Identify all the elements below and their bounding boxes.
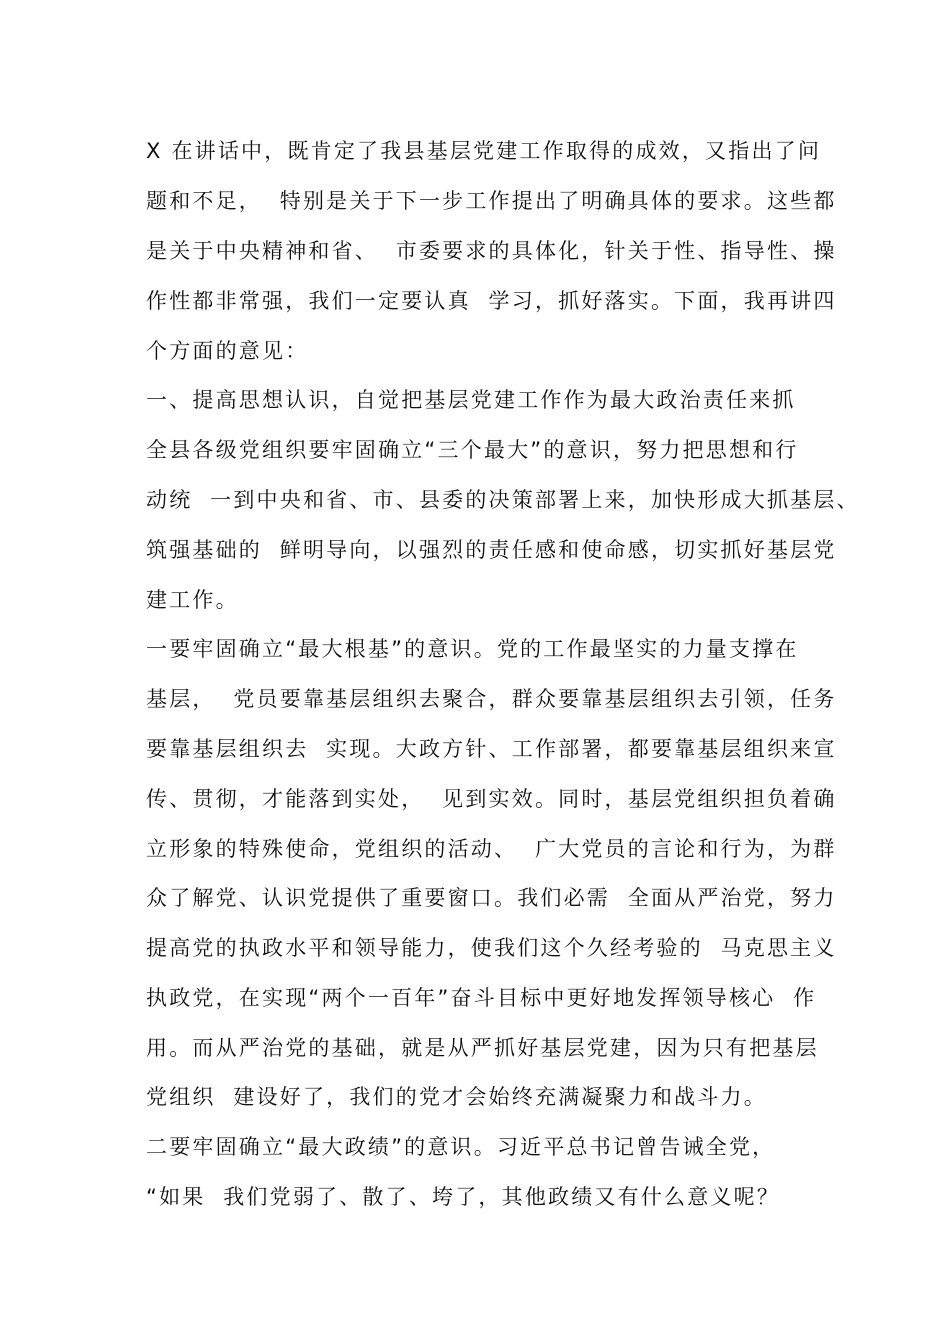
text-line: 筑强基础的 鲜明导向，以强烈的责任感和使命感，切实抓好基层党 <box>146 538 837 562</box>
text-line: 立形象的特殊使命，党组织的活动、 广大党员的言论和行为，为群 <box>146 837 837 861</box>
text-line: 一要牢固确立“最大根基”的意识。党的工作最坚实的力量支撑在 <box>146 637 799 661</box>
text-line: “如果 我们党弱了、散了、垮了，其他政绩又有什么意义呢？ <box>146 1185 781 1209</box>
text-line: 要靠基层组织去 实现。大政方针、工作部署，都要靠基层组织来宣 <box>146 737 837 761</box>
text-line: 题和不足， 特别是关于下一步工作提出了明确具体的要求。这些都 <box>146 189 837 213</box>
text-line: 基层， 党员要靠基层组织去聚合，群众要靠基层组织去引领，任务 <box>146 687 837 711</box>
text-line: 全县各级党组织要牢固确立“三个最大”的意识，努力把思想和行 <box>146 438 799 462</box>
text-line: 个方面的意见： <box>146 339 309 363</box>
text-line: 作性都非常强，我们一定要认真 学习，抓好落实。下面，我再讲四 <box>146 289 837 313</box>
text-line: 动统 一到中央和省、市、县委的决策部署上来，加快形成大抓基层、 <box>146 488 860 512</box>
text-line: 用。而从严治党的基础，就是从严抓好基层党建，因为只有把基层 <box>146 1036 819 1060</box>
text-line: 是关于中央精神和省、 市委要求的具体化，针关于性、指导性、操 <box>146 239 837 263</box>
text-line: 建工作。 <box>146 588 239 612</box>
text-line: 党组织 建设好了，我们的党才会始终充满凝聚力和战斗力。 <box>146 1085 767 1109</box>
text-line: 提高党的执政水平和领导能力，使我们这个久经考验的 马克思主义 <box>146 936 837 960</box>
text-line: 传、贯彻，才能落到实处， 见到实效。同时，基层党组织担负着确 <box>146 787 837 811</box>
text-line: 执政党，在实现“两个一百年”奋斗目标中更好地发挥领导核心 作 <box>146 986 817 1010</box>
text-line: 众了解党、认识党提供了重要窗口。我们必需 全面从严治党，努力 <box>146 886 837 910</box>
section-heading: 一、提高思想认识，自觉把基层党建工作作为最大政治责任来抓 <box>146 388 796 412</box>
text-line: X 在讲话中，既肯定了我县基层党建工作取得的成效，又指出了问 <box>146 139 822 163</box>
text-line: 二要牢固确立“最大政绩”的意识。习近平总书记曾告诫全党， <box>146 1135 776 1159</box>
